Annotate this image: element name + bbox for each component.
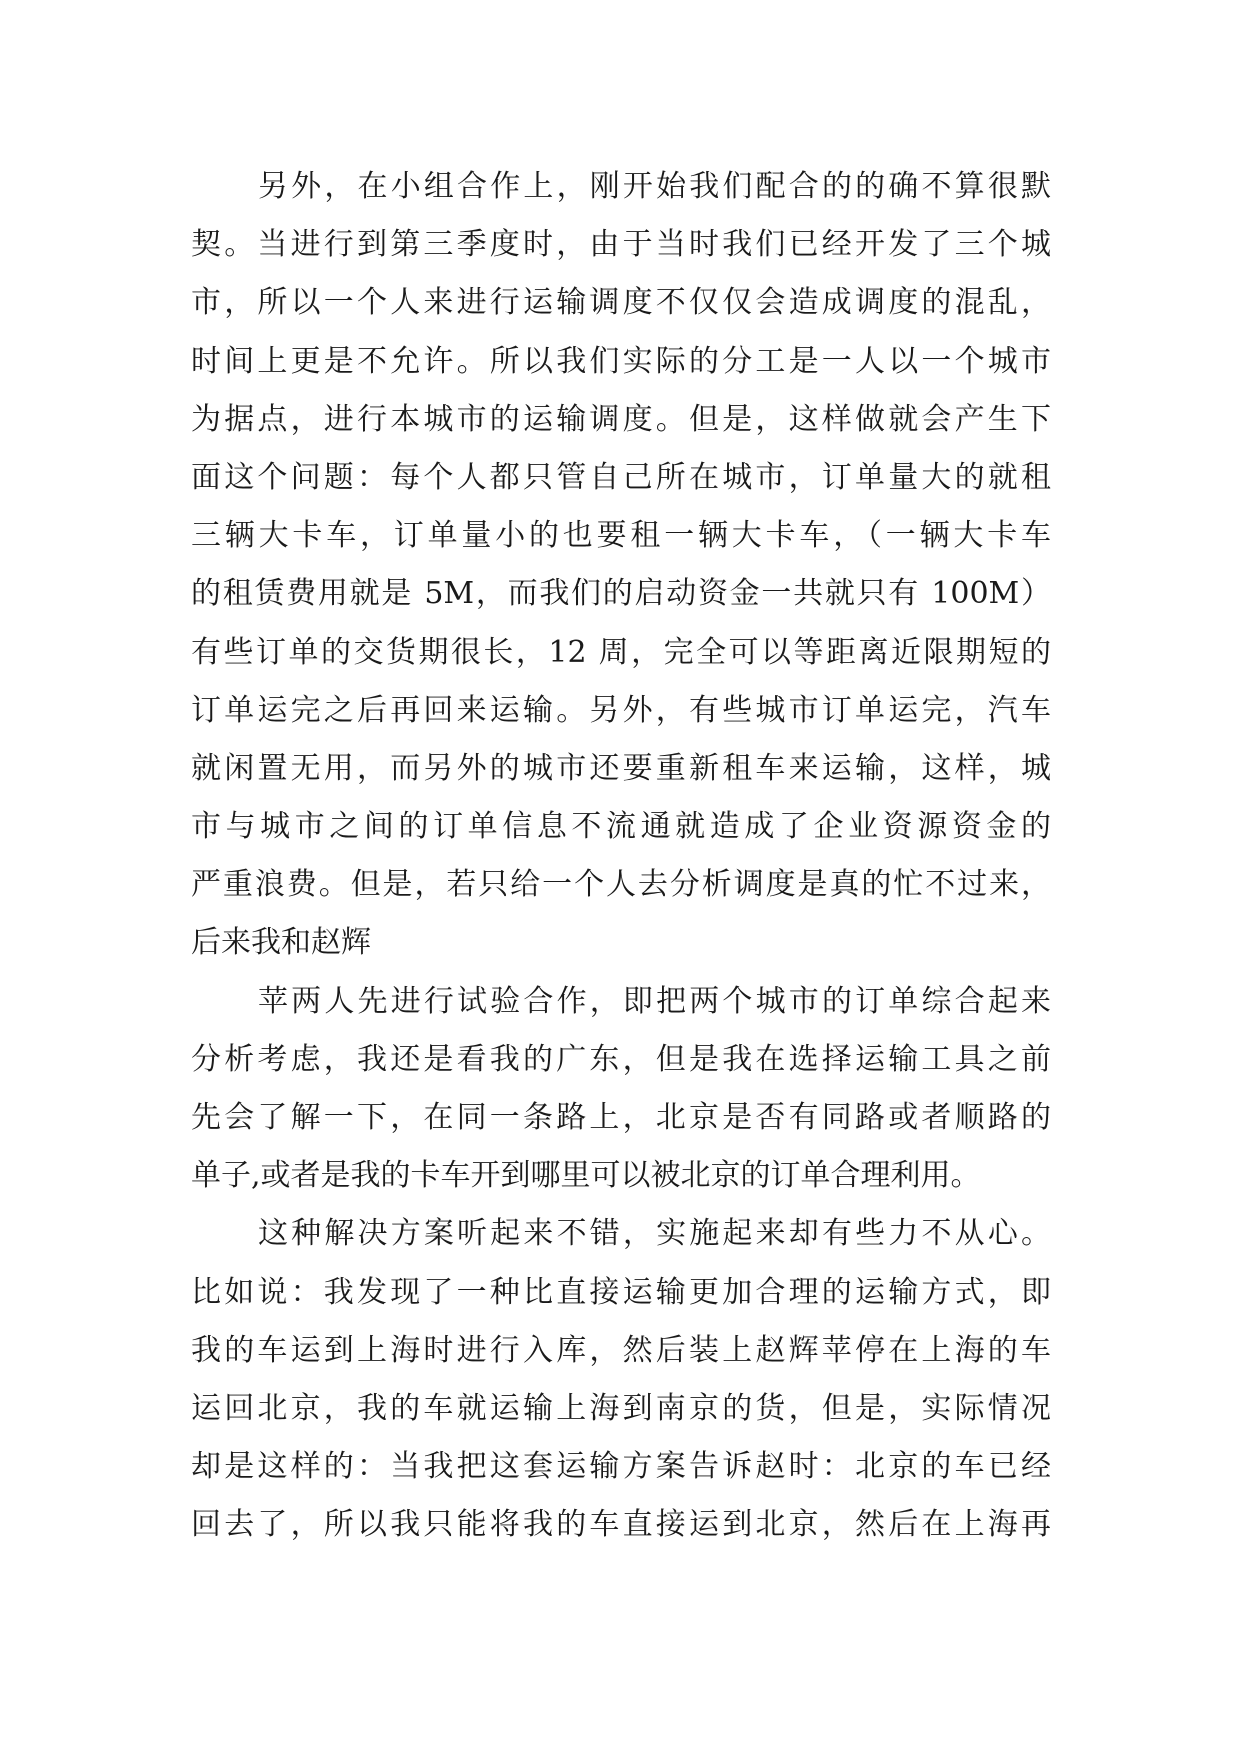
text-line: 分析考虑，我还是看我的广东，但是我在选择运输工具之前 xyxy=(191,1041,1051,1077)
text-line: 时间上更是不允许。所以我们实际的分工是一人以一个城市 xyxy=(191,343,1051,379)
text-line: 运回北京，我的车就运输上海到南京的货，但是，实际情况 xyxy=(191,1390,1051,1426)
text-line: 先会了解一下，在同一条路上，北京是否有同路或者顺路的 xyxy=(191,1100,1051,1135)
text-line: 就闲置无用，而另外的城市还要重新租车来运输，这样，城 xyxy=(191,750,1051,786)
text-line: 这种解决方案听起来不错，实施起来却有些力不从心。 xyxy=(258,1216,1051,1252)
text-line: 的租赁费用就是 5M，而我们的启动资金一共就只有 100M） xyxy=(191,576,1051,612)
text-line: 严重浪费。但是，若只给一个人去分析调度是真的忙不过来， xyxy=(191,867,1051,903)
text-line: 回去了，所以我只能将我的车直接运到北京，然后在上海再 xyxy=(191,1507,1051,1543)
text-line: 苹两人先进行试验合作，即把两个城市的订单综合起来 xyxy=(258,983,1051,1019)
text-line: 为据点，进行本城市的运输调度。但是，这样做就会产生下 xyxy=(191,401,1051,437)
text-line: 契。当进行到第三季度时，由于当时我们已经开发了三个城 xyxy=(191,227,1051,263)
text-line: 单子,或者是我的卡车开到哪里可以被北京的订单合理利用。 xyxy=(191,1158,981,1194)
document-body xyxy=(191,158,1051,1555)
text-line: 另外，在小组合作上，刚开始我们配合的的确不算很默 xyxy=(258,169,1051,204)
text-line: 有些订单的交货期很长，12 周，完全可以等距离近限期短的 xyxy=(191,634,1051,670)
text-line: 订单运完之后再回来运输。另外，有些城市订单运完，汽车 xyxy=(191,692,1051,728)
text-line: 三辆大卡车，订单量小的也要租一辆大卡车，（一辆大卡车 xyxy=(191,518,1051,554)
text-line: 却是这样的：当我把这套运输方案告诉赵时：北京的车已经 xyxy=(191,1449,1051,1485)
text-line: 后来我和赵辉 xyxy=(191,925,371,961)
text-line: 我的车运到上海时进行入库，然后装上赵辉苹停在上海的车 xyxy=(191,1332,1051,1368)
text-line: 面这个问题：每个人都只管自己所在城市，订单量大的就租 xyxy=(191,459,1051,495)
text-line: 市与城市之间的订单信息不流通就造成了企业资源资金的 xyxy=(191,809,1051,845)
text-line: 比如说：我发现了一种比直接运输更加合理的运输方式，即 xyxy=(191,1274,1051,1310)
text-line: 市，所以一个人来进行运输调度不仅仅会造成调度的混乱， xyxy=(191,285,1051,321)
